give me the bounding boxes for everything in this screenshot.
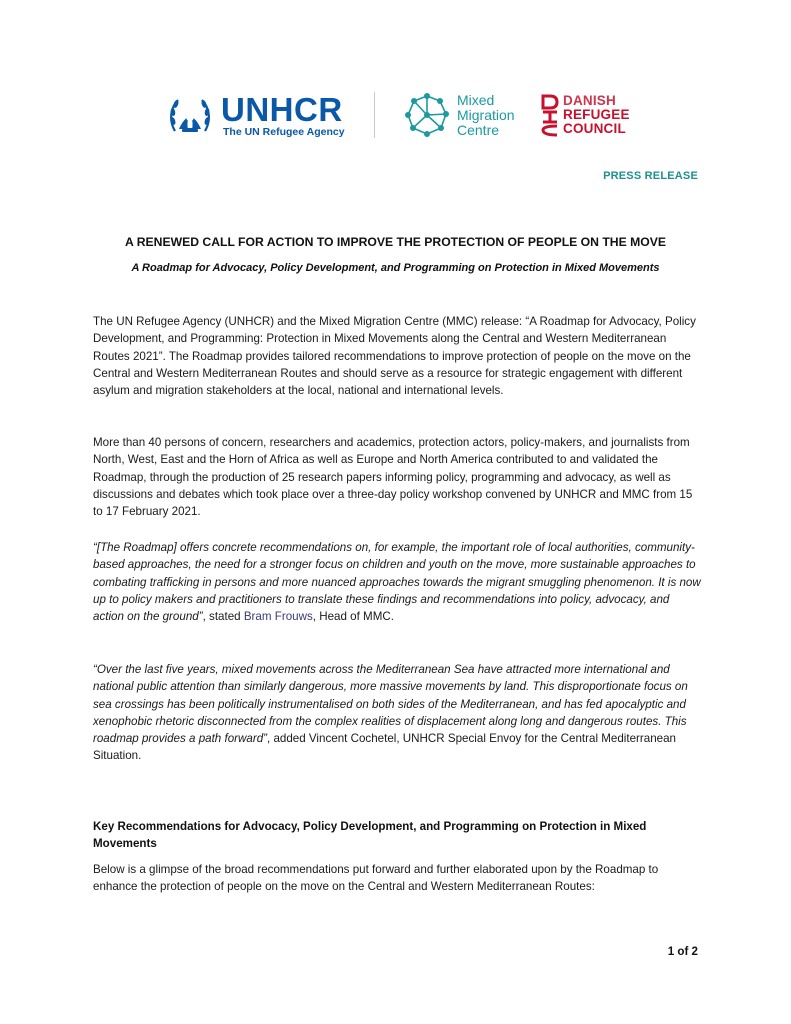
page-number: 1 of 2: [667, 945, 698, 958]
drc-logo: [540, 93, 630, 137]
unhcr-logo: [165, 90, 345, 142]
quote-frouws-attribution-post: , Head of MMC.: [312, 610, 394, 624]
quote-cochetel-attribution: , added Vincent Cochetel, UNHCR Special Envoy for the Central Mediterranean Situation.: [93, 732, 677, 763]
document-subtitle: A Roadmap for Advocacy, Policy Development, and Programming on Protection in Mixed Movements: [131, 262, 660, 274]
unhcr-emblem-icon: [165, 91, 215, 141]
document-title: A RENEWED CALL FOR ACTION TO IMPROVE THE PROTECTION OF PEOPLE ON THE MOVE: [124, 235, 666, 249]
quote-cochetel: [93, 661, 703, 765]
paragraph-contributors: More than 40 persons of concern, researchers and academics, protection actors, policy-makers, and journalists from North, West, East and the Horn of Africa as well as Europe and North America contributed to and validated the Roadmap, through the production of 25 research papers informing policy, programming and advocacy, as well as discussions and debates which took place over a three-day policy workshop convened by UNHCR and MMC from 15 to 17 February 2021.: [93, 436, 693, 519]
quote-frouws-text: “[The Roadmap] offers concrete recommendations on, for example, the important role of local authorities, community-based approaches, the need for a stronger focus on children and youth on the move, more sustainable approaches to combating trafficking in persons and more nuanced approaches towards the migrant smuggling phenomenon. It is now up to policy makers and practitioners to translate these findings and recommendations into policy, advocacy, and action on the ground”: [93, 541, 701, 624]
quote-frouws-attribution-pre: , stated: [202, 610, 244, 624]
quote-cochetel-text: “Over the last five years, mixed movements across the Mediterranean Sea have attracted more international and national public attention than similarly dangerous, more massive movements by land. This disproportionate focus on sea crossings has been politically instrumentalised on both sides of the Mediterranean, and has fed apocalyptic and xenophobic rhetoric disconnected from the complex realities of displacement along long and dangerous routes. This roadmap provides a path forward”: [93, 663, 688, 746]
quote-frouws: [93, 539, 703, 625]
logo-divider: [374, 92, 375, 138]
press-release-label: PRESS RELEASE: [603, 170, 698, 182]
unhcr-tagline: The UN Refugee Agency: [223, 126, 345, 138]
section-intro: Below is a glimpse of the broad recommendations put forward and further elaborated upon by the Roadmap to enhance the protection of people on the move on the Central and Western Mediterranean Routes:: [93, 863, 659, 894]
mmc-line-3: Centre: [457, 121, 500, 138]
section-heading: Key Recommendations for Advocacy, Policy Development, and Programming on Protection in Mixed Movements: [93, 820, 647, 851]
mmc-line-1: Mixed: [457, 91, 495, 108]
quote-frouws-name: Bram Frouws: [243, 610, 313, 624]
drc-line-3: COUNCIL: [563, 121, 626, 136]
logo-bar: [165, 86, 635, 146]
unhcr-name: UNHCR: [221, 91, 343, 128]
drc-emblem-icon: [540, 93, 560, 137]
drc-line-1: DANISH: [563, 93, 616, 108]
paragraph-intro: The UN Refugee Agency (UNHCR) and the Mixed Migration Centre (MMC) release: “A Roadmap for Advocacy, Policy Development, and Programming: Protection in Mixed Movements along the Central and Western Mediterranean Routes 2021”. The Roadmap provides tailored recommendations to improve protection of people on the move on the Central and Western Mediterranean Routes and should serve as a resource for strategic engagement with different asylum and migration stakeholders at the local, national and international levels.: [93, 315, 696, 398]
mmc-logo: [402, 90, 515, 140]
drc-line-2: REFUGEE: [563, 107, 630, 122]
mmc-emblem-icon: [402, 90, 452, 140]
mmc-line-2: Migration: [457, 106, 515, 123]
